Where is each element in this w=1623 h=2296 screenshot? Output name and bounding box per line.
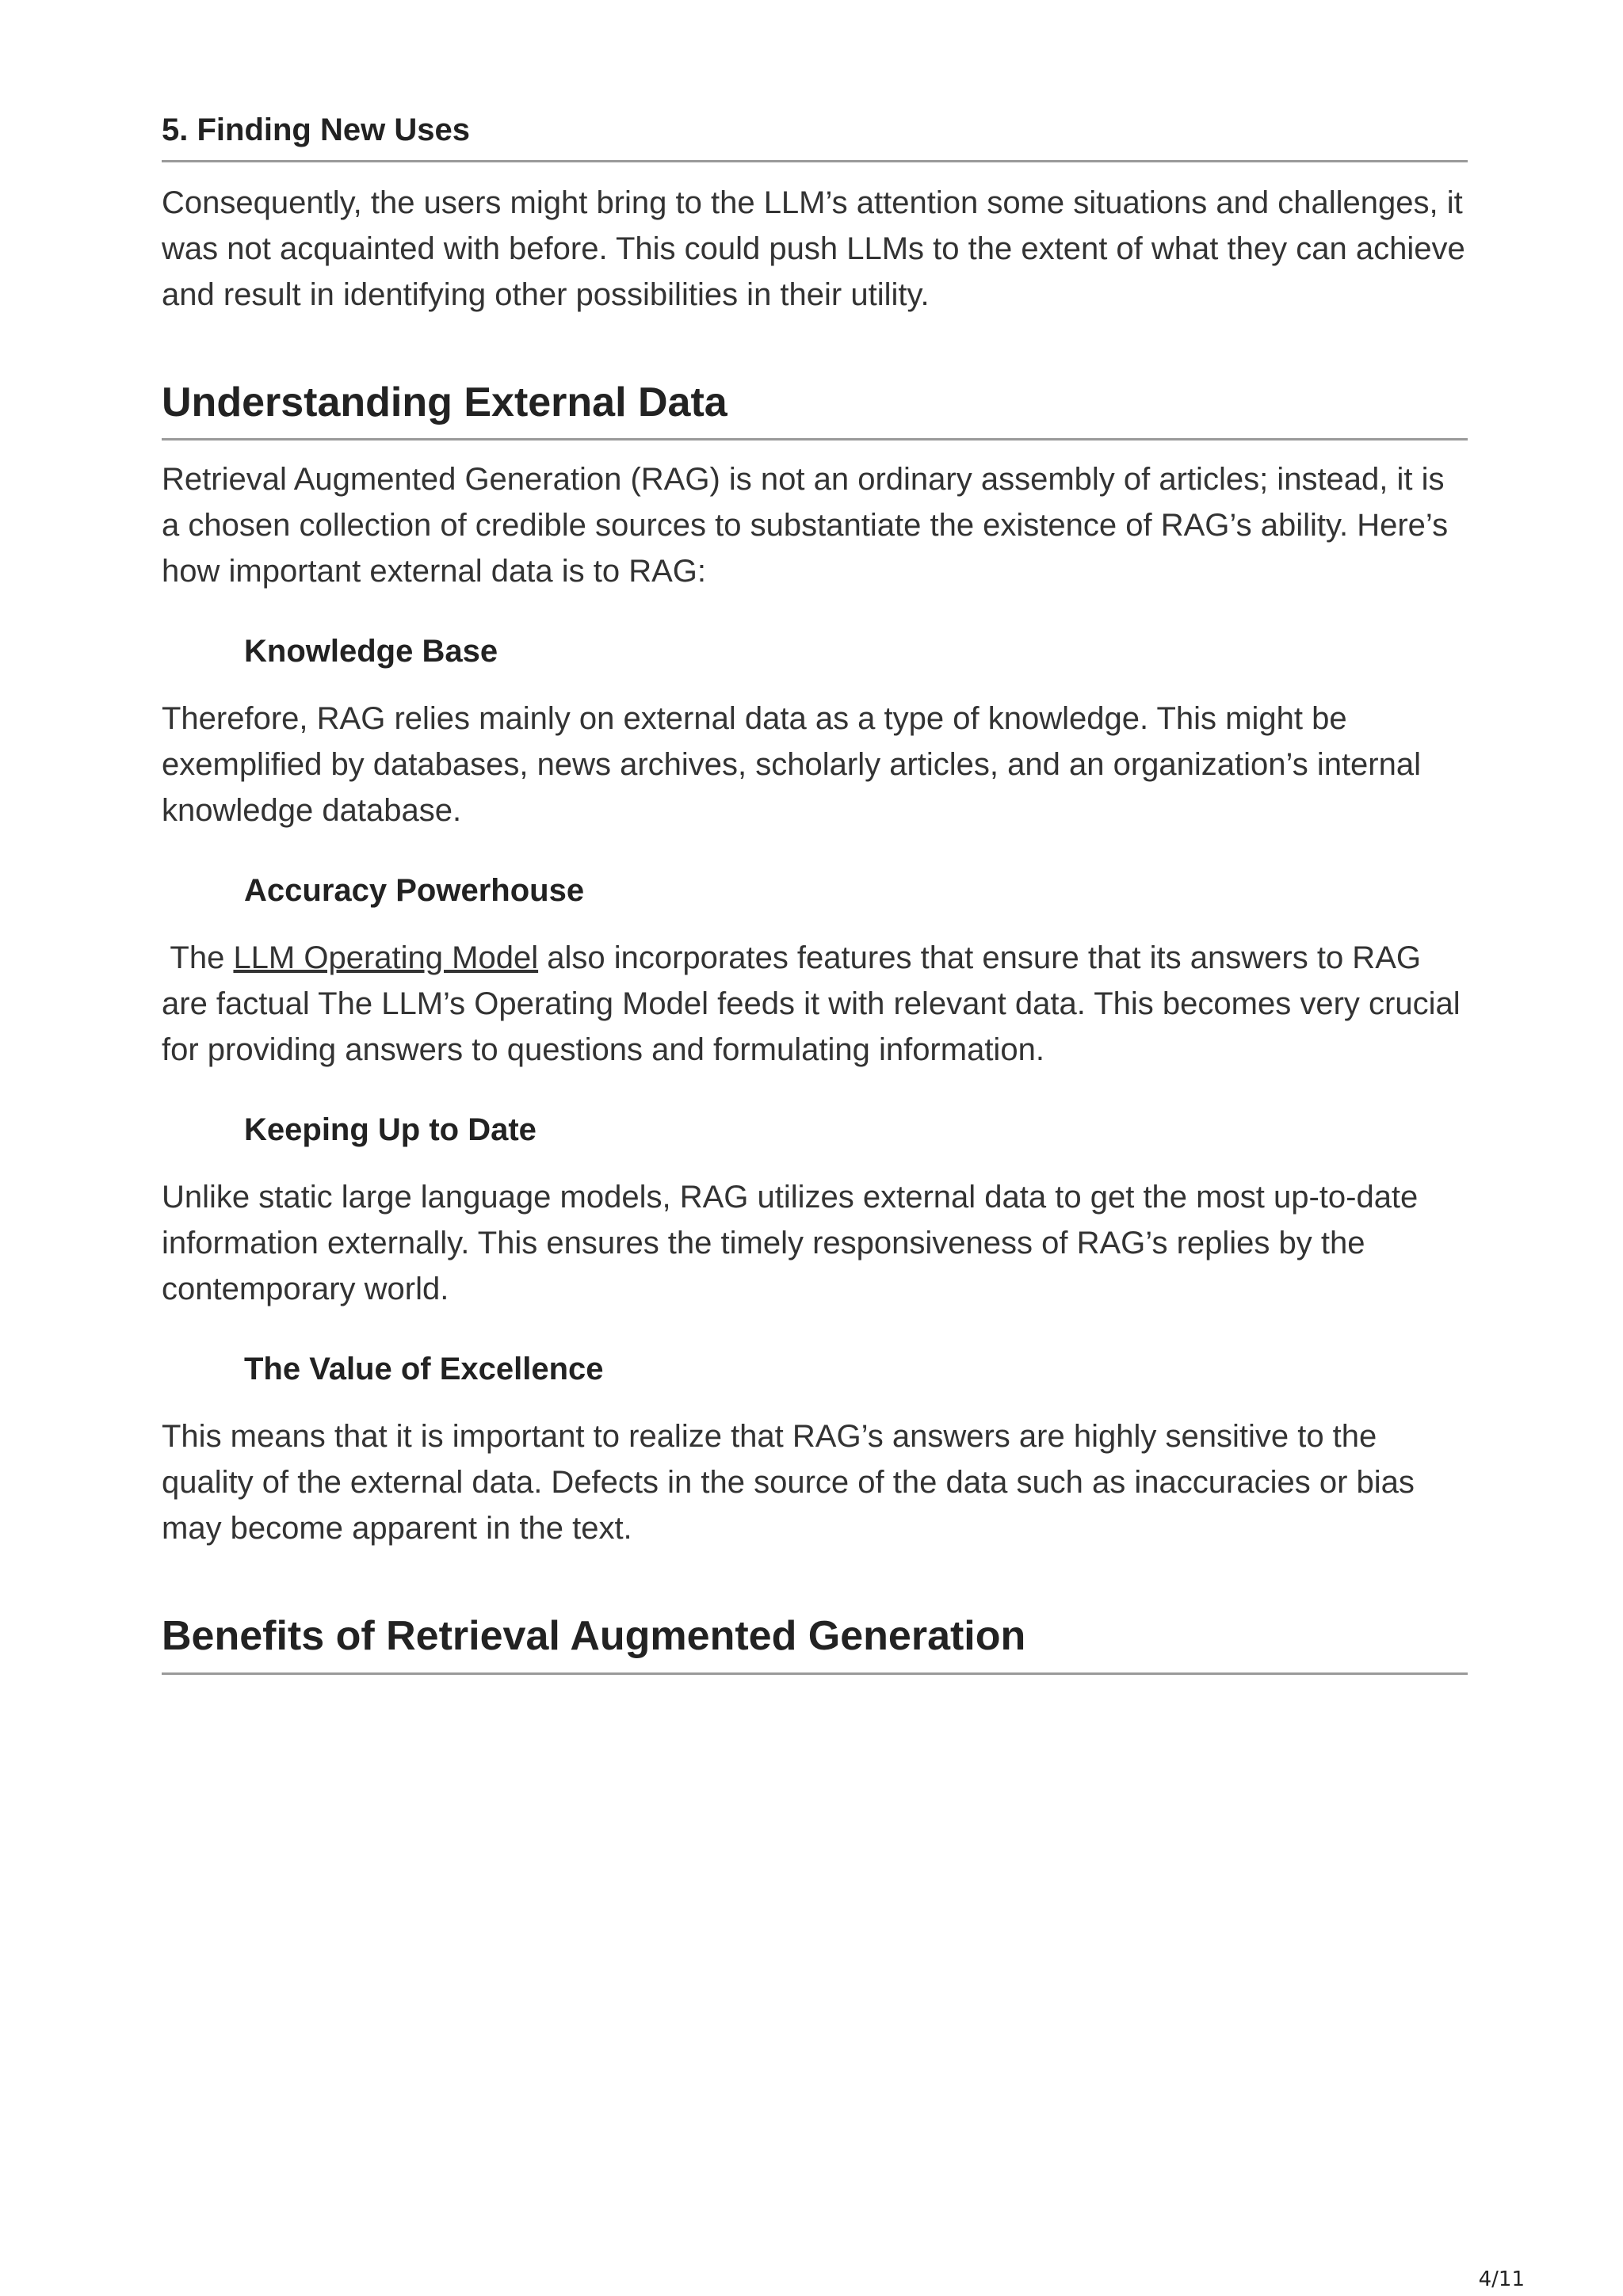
subheading-knowledge-base: Knowledge Base [244, 634, 498, 669]
section-heading-understanding-external-data: Understanding External Data [162, 378, 1468, 441]
accuracy-suffix: also incorporates features that ensure that its answers to RAG are factual The LLM’s Operating Model feeds it with relevant data. This becomes very crucial for providing answers to questions and formulating information. [162, 940, 1461, 1068]
paragraph-external-data-intro: Retrieval Augmented Generation (RAG) is not an ordinary assembly of articles; instead, it is a chosen collection of credible sources to substantiate the existence of RAG’s ability. Here’s how important external data is to RAG: [162, 462, 1449, 589]
page-content [162, 111, 1468, 1675]
paragraph-accuracy-powerhouse [162, 935, 1468, 1073]
section-heading-benefits-of-rag: Benefits of Retrieval Augmented Generation [162, 1611, 1468, 1674]
page-number: 4/11 [1478, 2267, 1525, 2291]
section-heading-finding-new-uses: 5. Finding New Uses [162, 111, 1468, 162]
subheading-keeping-up-to-date: Keeping Up to Date [244, 1112, 537, 1148]
paragraph-keeping-up-to-date: Unlike static large language models, RAG utilizes external data to get the most up-to-date information externally. This ensures the timely responsiveness of RAG’s replies by the contemporary world. [162, 1180, 1419, 1307]
paragraph-finding-new-uses: Consequently, the users might bring to the LLM’s attention some situations and challenges, it was not acquainted with before. This could push LLMs to the extent of what they can achieve and result in identifying other possibilities in their utility. [162, 185, 1465, 312]
subheading-value-of-excellence: The Value of Excellence [244, 1352, 604, 1387]
paragraph-value-of-excellence: This means that it is important to realize that RAG’s answers are highly sensitive to the quality of the external data. Defects in the source of the data such as inaccuracies or bias may become apparent in the text. [162, 1419, 1415, 1547]
accuracy-prefix: The [162, 940, 234, 976]
subheading-accuracy-powerhouse: Accuracy Powerhouse [244, 873, 585, 909]
paragraph-knowledge-base: Therefore, RAG relies mainly on external data as a type of knowledge. This might be exemplified by databases, news archives, scholarly articles, and an organization’s internal knowledge database. [162, 701, 1422, 829]
llm-operating-model-link[interactable]: LLM Operating Model [233, 940, 539, 976]
